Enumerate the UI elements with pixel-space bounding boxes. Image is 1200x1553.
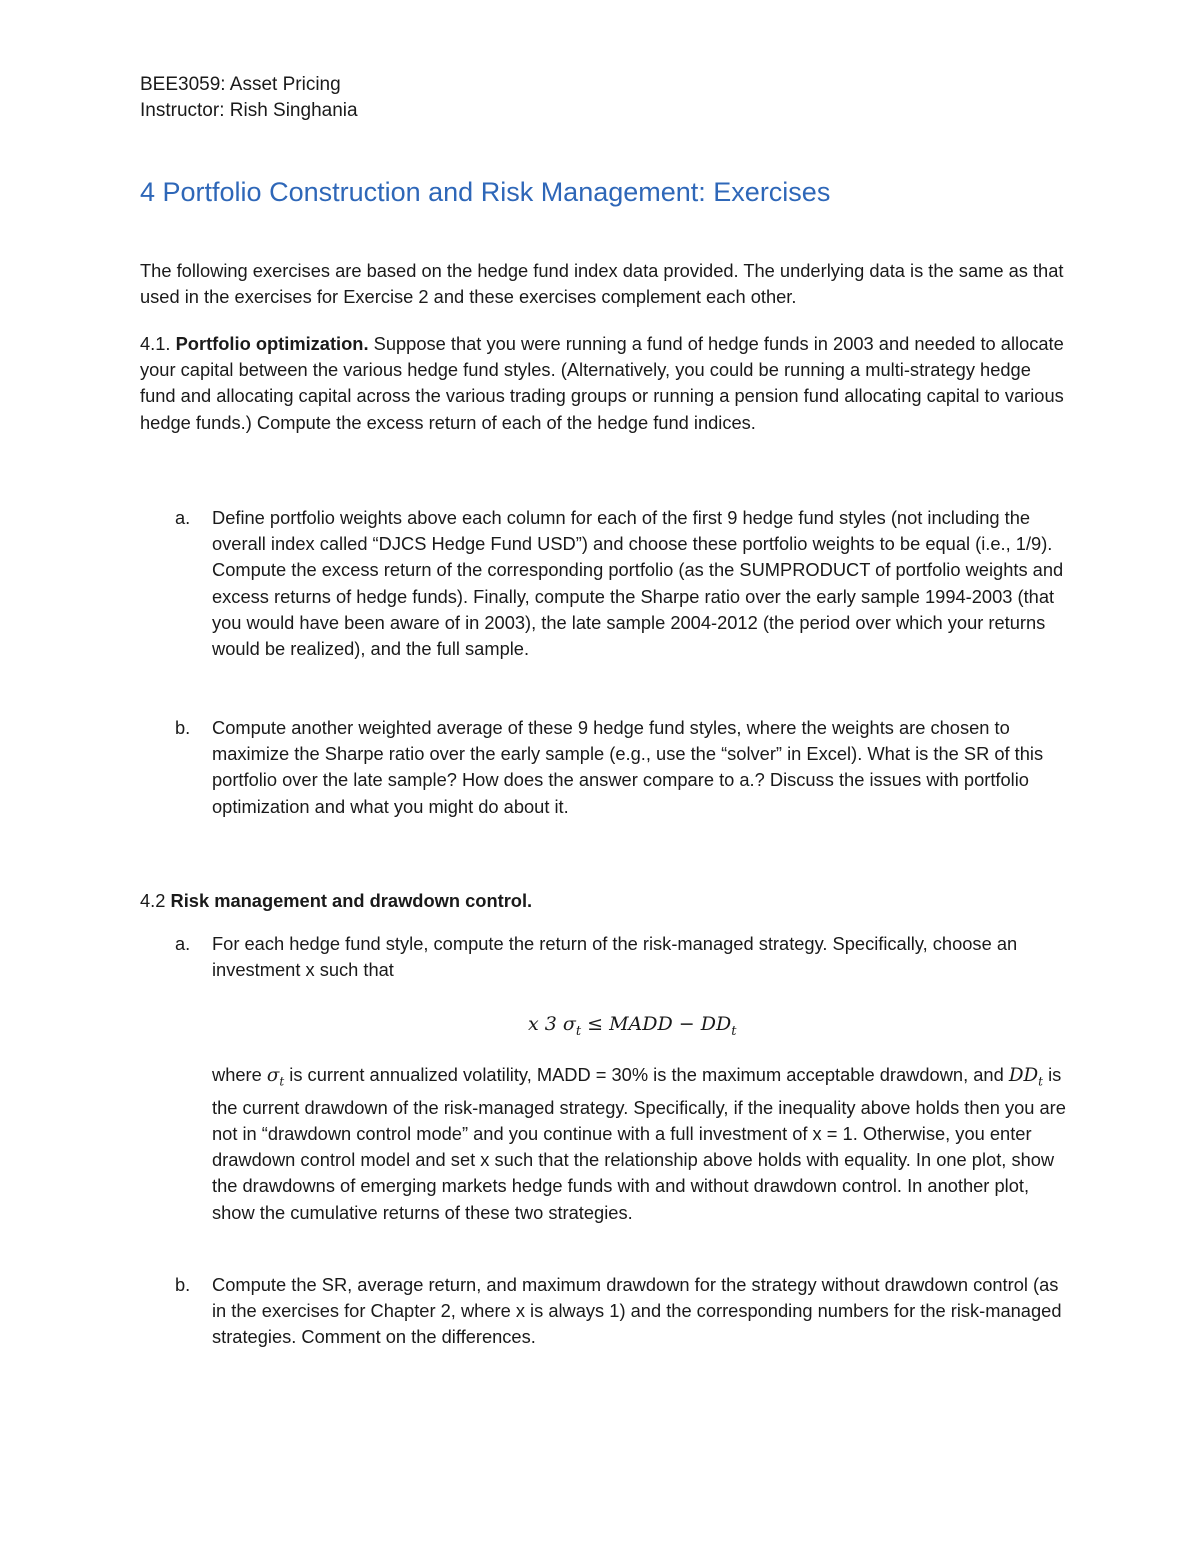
list-item-4-2-b [140, 1272, 1070, 1351]
instructor-name: Instructor: Rish Singhania [140, 100, 358, 121]
section-4-2-heading: Risk management and drawdown control. [170, 890, 533, 911]
course-title: BEE3059: Asset Pricing [140, 74, 341, 95]
list-item-text: Define portfolio weights above each column for each of the first 9 hedge fund styles (not including the overall index called “DJCS Hedge Fund USD”) and choose these portfolio weights to be equal (i.e., 1/9). Compute the excess return of the corresponding portfolio (as the SUMPRODUCT of portfolio weights and excess returns of hedge funds). Finally, compute the Sharpe ratio over the early sample 1994-2003 (that you would have been aware of in 2003), the late sample 2004-2012 (the period over which your returns would be realized), and the full sample. [212, 507, 1064, 660]
list-item-text: Compute another weighted average of these 9 hedge fund styles, where the weights are chosen to maximize the Sharpe ratio over the early sample (e.g., use the “solver” in Excel). What is the SR of this portfolio over the late sample? How does the answer compare to a.? Discuss the issues with portfolio optimization and what you might do about it. [212, 717, 1044, 817]
intro-paragraph: The following exercises are based on the hedge fund index data provided. The underlying data is the same as that used in the exercises for Exercise 2 and these exercises complement each other. [140, 260, 1064, 308]
list-marker: b. [175, 1274, 191, 1295]
section-4-1-heading: Portfolio optimization. [175, 333, 369, 354]
list-item-text: For each hedge fund style, compute the return of the risk-managed strategy. Specifically, choose an investment x such that [212, 933, 1018, 981]
drawdown-inequality-formula: x 3 $\sigma_t$ ≤ MADD − $DD_t$ [528, 1013, 737, 1039]
section-4-1-paragraph [140, 331, 1070, 436]
where-paragraph: where $\sigma_t$ is current annualized volatility, MADD = 30% is the maximum acceptable drawdown, and $DD_t$ is the current drawdown of the risk-managed strategy. Specifically, if the inequality above holds then you are not in “drawdown control mode” and you continue with a full investment of x = 1. Otherwise, you enter drawdown control model and set x such that the relationship above holds with equality. In one plot, show the drawdowns of emerging markets hedge funds with and without drawdown control. In another plot, show the cumulative returns of these two strategies. [212, 1064, 1066, 1223]
list-item-4-2-a [140, 931, 1070, 983]
list-item-4-1-a [140, 505, 1070, 662]
section-4-2-number: 4.2 [140, 890, 166, 911]
page-title: 4 Portfolio Construction and Risk Management: Exercises [140, 177, 831, 207]
list-item-text: Compute the SR, average return, and maximum drawdown for the strategy without drawdown control (as in the exercises for Chapter 2, where x is always 1) and the corresponding numbers for the risk-managed strategies. Comment on the differences. [212, 1274, 1062, 1348]
section-4-1-body: Suppose that you were running a fund of hedge funds in 2003 and needed to allocate your capital between the various hedge fund styles. (Alternatively, you could be running a multi-strategy hedge fund and allocating capital across the various trading groups or running a pension fund allocating capital to various hedge funds.) Compute the excess return of each of the hedge fund indices. [140, 333, 1064, 433]
list-marker: a. [175, 933, 191, 954]
section-4-1-number: 4.1. [140, 333, 171, 354]
list-item-4-1-b [140, 715, 1070, 820]
list-marker: a. [175, 507, 191, 528]
section-4-2-title [140, 888, 532, 914]
list-marker: b. [175, 717, 191, 738]
